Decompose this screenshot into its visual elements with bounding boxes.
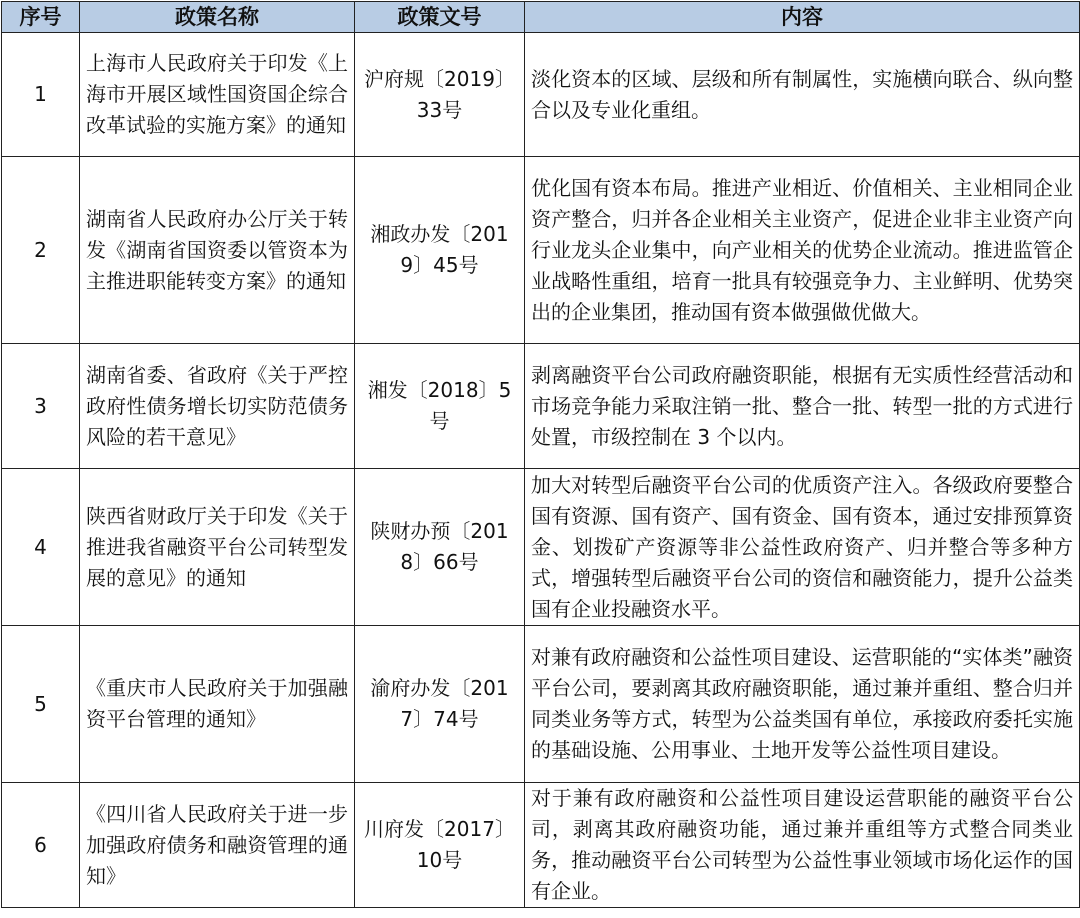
table-row (2, 469, 1080, 626)
table-body (2, 33, 1080, 908)
cell-policy-name: 《四川省人民政府关于进一步加强政府债务和融资管理的通知》 (80, 783, 355, 908)
header-doc: 政策文号 (355, 2, 525, 33)
cell-no: 6 (2, 783, 80, 908)
cell-no: 4 (2, 469, 80, 626)
header-content: 内容 (525, 2, 1080, 33)
table-row (2, 344, 1080, 469)
cell-no: 5 (2, 626, 80, 783)
policy-table (1, 1, 1080, 908)
cell-no: 1 (2, 33, 80, 157)
cell-doc-number: 湘政办发〔2019〕45号 (355, 157, 525, 344)
cell-content: 剥离融资平台公司政府融资职能，根据有无实质性经营活动和市场竞争能力采取注销一批、整合一批、转型一批的方式进行处置，市级控制在 3 个以内。 (525, 344, 1080, 469)
cell-content: 加大对转型后融资平台公司的优质资产注入。各级政府要整合国有资源、国有资产、国有资金、国有资本，通过安排预算资金、划拨矿产资源等非公益性政府资产、归并整合等多种方式，增强转型后融资平台公司的资信和融资能力，提升公益类国有企业投融资水平。 (525, 469, 1080, 626)
cell-no: 3 (2, 344, 80, 469)
cell-doc-number: 渝府办发〔2017〕74号 (355, 626, 525, 783)
cell-policy-name: 上海市人民政府关于印发《上海市开展区域性国资国企综合改革试验的实施方案》的通知 (80, 33, 355, 157)
cell-policy-name: 湖南省委、省政府《关于严控政府性债务增长切实防范债务风险的若干意见》 (80, 344, 355, 469)
cell-no: 2 (2, 157, 80, 344)
header-name: 政策名称 (80, 2, 355, 33)
table-row (2, 33, 1080, 157)
cell-doc-number: 沪府规〔2019〕33号 (355, 33, 525, 157)
header-row (2, 2, 1080, 33)
cell-policy-name: 湖南省人民政府办公厅关于转发《湖南省国资委以管资本为主推进职能转变方案》的通知 (80, 157, 355, 344)
table-row (2, 157, 1080, 344)
table-row (2, 626, 1080, 783)
table-header (2, 2, 1080, 33)
cell-doc-number: 川府发〔2017〕10号 (355, 783, 525, 908)
cell-content: 优化国有资本布局。推进产业相近、价值相关、主业相同企业资产整合，归并各企业相关主业资产，促进企业非主业资产向行业龙头企业集中，向产业相关的优势企业流动。推进监管企业战略性重组，培育一批具有较强竞争力、主业鲜明、优势突出的企业集团，推动国有资本做强做优做大。 (525, 157, 1080, 344)
cell-content: 淡化资本的区域、层级和所有制属性，实施横向联合、纵向整合以及专业化重组。 (525, 33, 1080, 157)
cell-content: 对兼有政府融资和公益性项目建设、运营职能的“实体类”融资平台公司，要剥离其政府融资职能，通过兼并重组、整合归并同类业务等方式，转型为公益类国有单位，承接政府委托实施的基础设施、公用事业、土地开发等公益性项目建设。 (525, 626, 1080, 783)
cell-content: 对于兼有政府融资和公益性项目建设运营职能的融资平台公司，剥离其政府融资功能，通过兼并重组等方式整合同类业务，推动融资平台公司转型为公益性事业领域市场化运作的国有企业。 (525, 783, 1080, 908)
cell-policy-name: 陕西省财政厅关于印发《关于推进我省融资平台公司转型发展的意见》的通知 (80, 469, 355, 626)
header-no: 序号 (2, 2, 80, 33)
cell-doc-number: 陕财办预〔2018〕66号 (355, 469, 525, 626)
table-row (2, 783, 1080, 908)
cell-policy-name: 《重庆市人民政府关于加强融资平台管理的通知》 (80, 626, 355, 783)
cell-doc-number: 湘发〔2018〕5号 (355, 344, 525, 469)
